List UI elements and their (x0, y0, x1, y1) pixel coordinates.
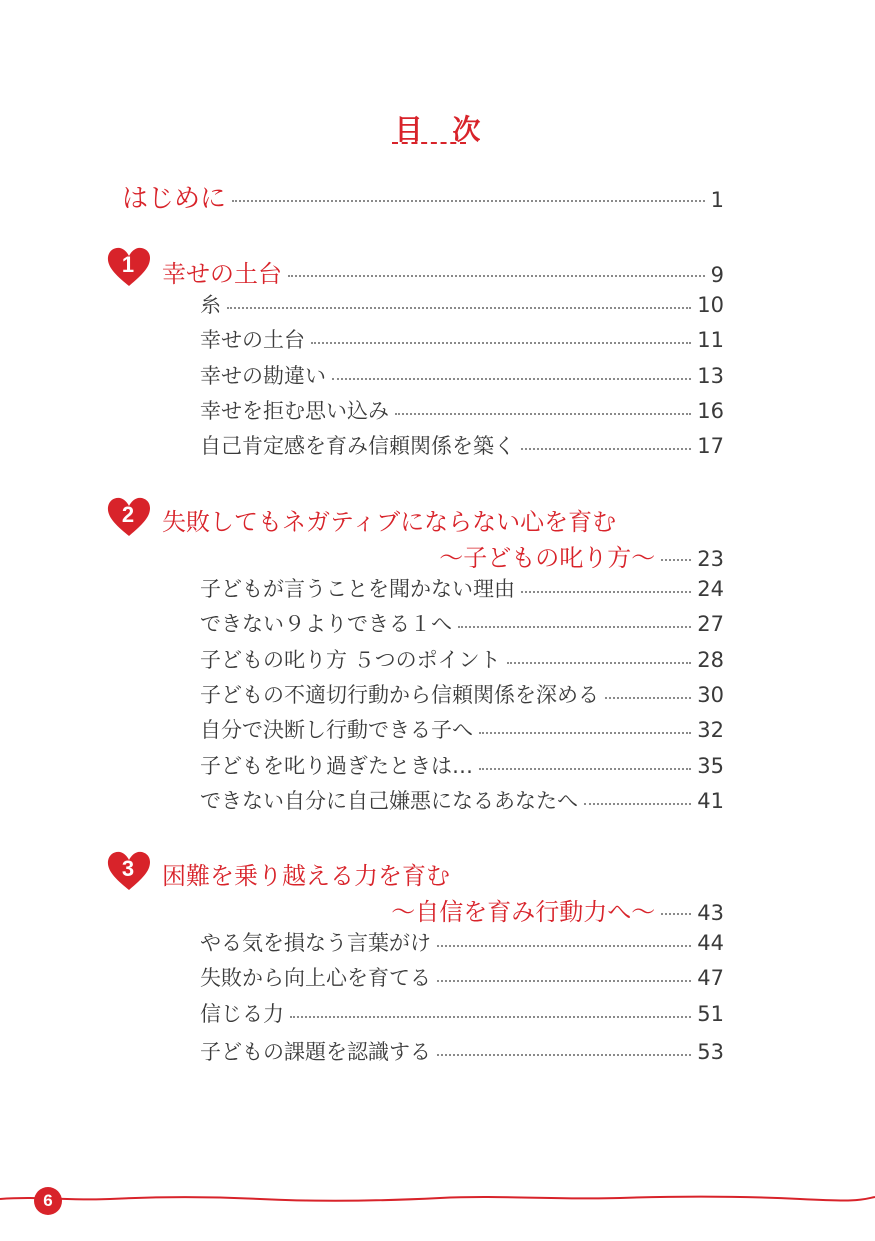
section-page: 11 (697, 328, 724, 352)
toc-section[interactable] (200, 289, 724, 319)
chapter-2-title[interactable]: 失敗してもネガティブにならない心を育む (162, 508, 617, 536)
toc-chapter-2[interactable] (162, 538, 724, 573)
section-label: 子どもの課題を認識する (200, 1040, 431, 1064)
chapter-title: 幸せの土台 (162, 260, 282, 288)
leader-dots (479, 768, 691, 770)
footer-rule (0, 1188, 875, 1208)
leader-dots (395, 413, 691, 415)
chapter-2-heart-icon (106, 496, 154, 538)
section-label: 失敗から向上心を育てる (200, 966, 431, 990)
section-page: 24 (697, 577, 724, 601)
leader-dots (661, 559, 691, 561)
leader-dots (584, 803, 691, 805)
toc-section[interactable] (200, 430, 724, 460)
toc-chapter-3[interactable] (162, 892, 724, 927)
chapter-subtitle: 〜自信を育み行動力へ〜 (391, 898, 656, 926)
leader-dots (311, 342, 691, 344)
leader-dots (458, 626, 691, 628)
leader-dots (288, 275, 705, 277)
toc-entry-label: はじめに (122, 184, 227, 214)
chapter-3-number: 3 (121, 856, 135, 881)
section-label: 幸せの勘違い (200, 364, 326, 388)
toc-entry-page: 1 (710, 188, 724, 212)
section-label: 子どもの不適切行動から信頼関係を深める (200, 683, 599, 707)
leader-dots (605, 697, 691, 699)
toc-section[interactable] (200, 1036, 724, 1066)
toc-section[interactable] (200, 608, 724, 638)
toc-section[interactable] (200, 714, 724, 744)
toc-section[interactable] (200, 679, 724, 709)
section-page: 10 (697, 293, 724, 317)
toc-entry-intro[interactable] (122, 178, 724, 215)
section-page: 35 (697, 754, 724, 778)
leader-dots (232, 200, 705, 202)
section-page: 13 (697, 364, 724, 388)
toc-chapter-1[interactable] (162, 254, 724, 289)
chapter-2-number: 2 (121, 502, 135, 527)
section-page: 51 (697, 1002, 724, 1026)
leader-dots (290, 1016, 691, 1018)
page-number-badge: 6 (34, 1187, 62, 1215)
leader-dots (521, 448, 691, 450)
toc-section[interactable] (200, 750, 724, 780)
section-label: できない自分に自己嫌悪になるあなたへ (200, 789, 578, 813)
toc-section[interactable] (200, 573, 724, 603)
toc-title: 目 次 (394, 113, 491, 146)
toc-section[interactable] (200, 395, 724, 425)
toc-section[interactable] (200, 927, 724, 957)
section-label: 自己肯定感を育み信頼関係を築く (200, 434, 515, 458)
section-label: 糸 (200, 293, 221, 317)
toc-section[interactable] (200, 324, 724, 354)
chapter-3-heart-icon (106, 850, 154, 892)
section-label: やる気を損なう言葉がけ (200, 931, 431, 955)
section-page: 53 (697, 1040, 724, 1064)
chapter-3-title[interactable]: 困難を乗り越える力を育む (162, 862, 450, 890)
section-label: 子どもが言うことを聞かない理由 (200, 577, 515, 601)
section-page: 16 (697, 399, 724, 423)
leader-dots (661, 913, 691, 915)
chapter-page: 43 (697, 901, 724, 925)
chapter-page: 23 (697, 547, 724, 571)
toc-section[interactable] (200, 644, 724, 674)
toc-section[interactable] (200, 785, 724, 815)
leader-dots (507, 662, 692, 664)
section-label: 幸せの土台 (200, 328, 305, 352)
section-page: 44 (697, 931, 724, 955)
leader-dots (227, 307, 691, 309)
chapter-subtitle: 〜子どもの叱り方〜 (439, 544, 656, 572)
section-label: できない９よりできる１へ (200, 612, 452, 636)
section-page: 32 (697, 718, 724, 742)
section-page: 17 (697, 434, 724, 458)
leader-dots (521, 591, 691, 593)
section-page: 41 (697, 789, 724, 813)
leader-dots (332, 378, 691, 380)
section-page: 27 (697, 612, 724, 636)
leader-dots (479, 732, 691, 734)
toc-section[interactable] (200, 360, 724, 390)
chapter-1-heart-icon (106, 246, 154, 288)
chapter-1-number: 1 (121, 252, 135, 277)
leader-dots (437, 980, 691, 982)
leader-dots (437, 945, 691, 947)
section-label: 自分で決断し行動できる子へ (200, 718, 473, 742)
toc-section[interactable] (200, 962, 724, 992)
section-page: 47 (697, 966, 724, 990)
section-label: 信じる力 (200, 1002, 284, 1026)
section-label: 幸せを拒む思い込み (200, 399, 389, 423)
section-label: 子どもを叱り過ぎたときは… (200, 754, 473, 778)
leader-dots (437, 1054, 691, 1056)
toc-section[interactable] (200, 998, 724, 1028)
chapter-page: 9 (710, 263, 724, 287)
section-page: 28 (697, 648, 724, 672)
section-page: 30 (697, 683, 724, 707)
title-underline (392, 142, 466, 144)
section-label: 子どもの叱り方 ５つのポイント (200, 648, 501, 672)
